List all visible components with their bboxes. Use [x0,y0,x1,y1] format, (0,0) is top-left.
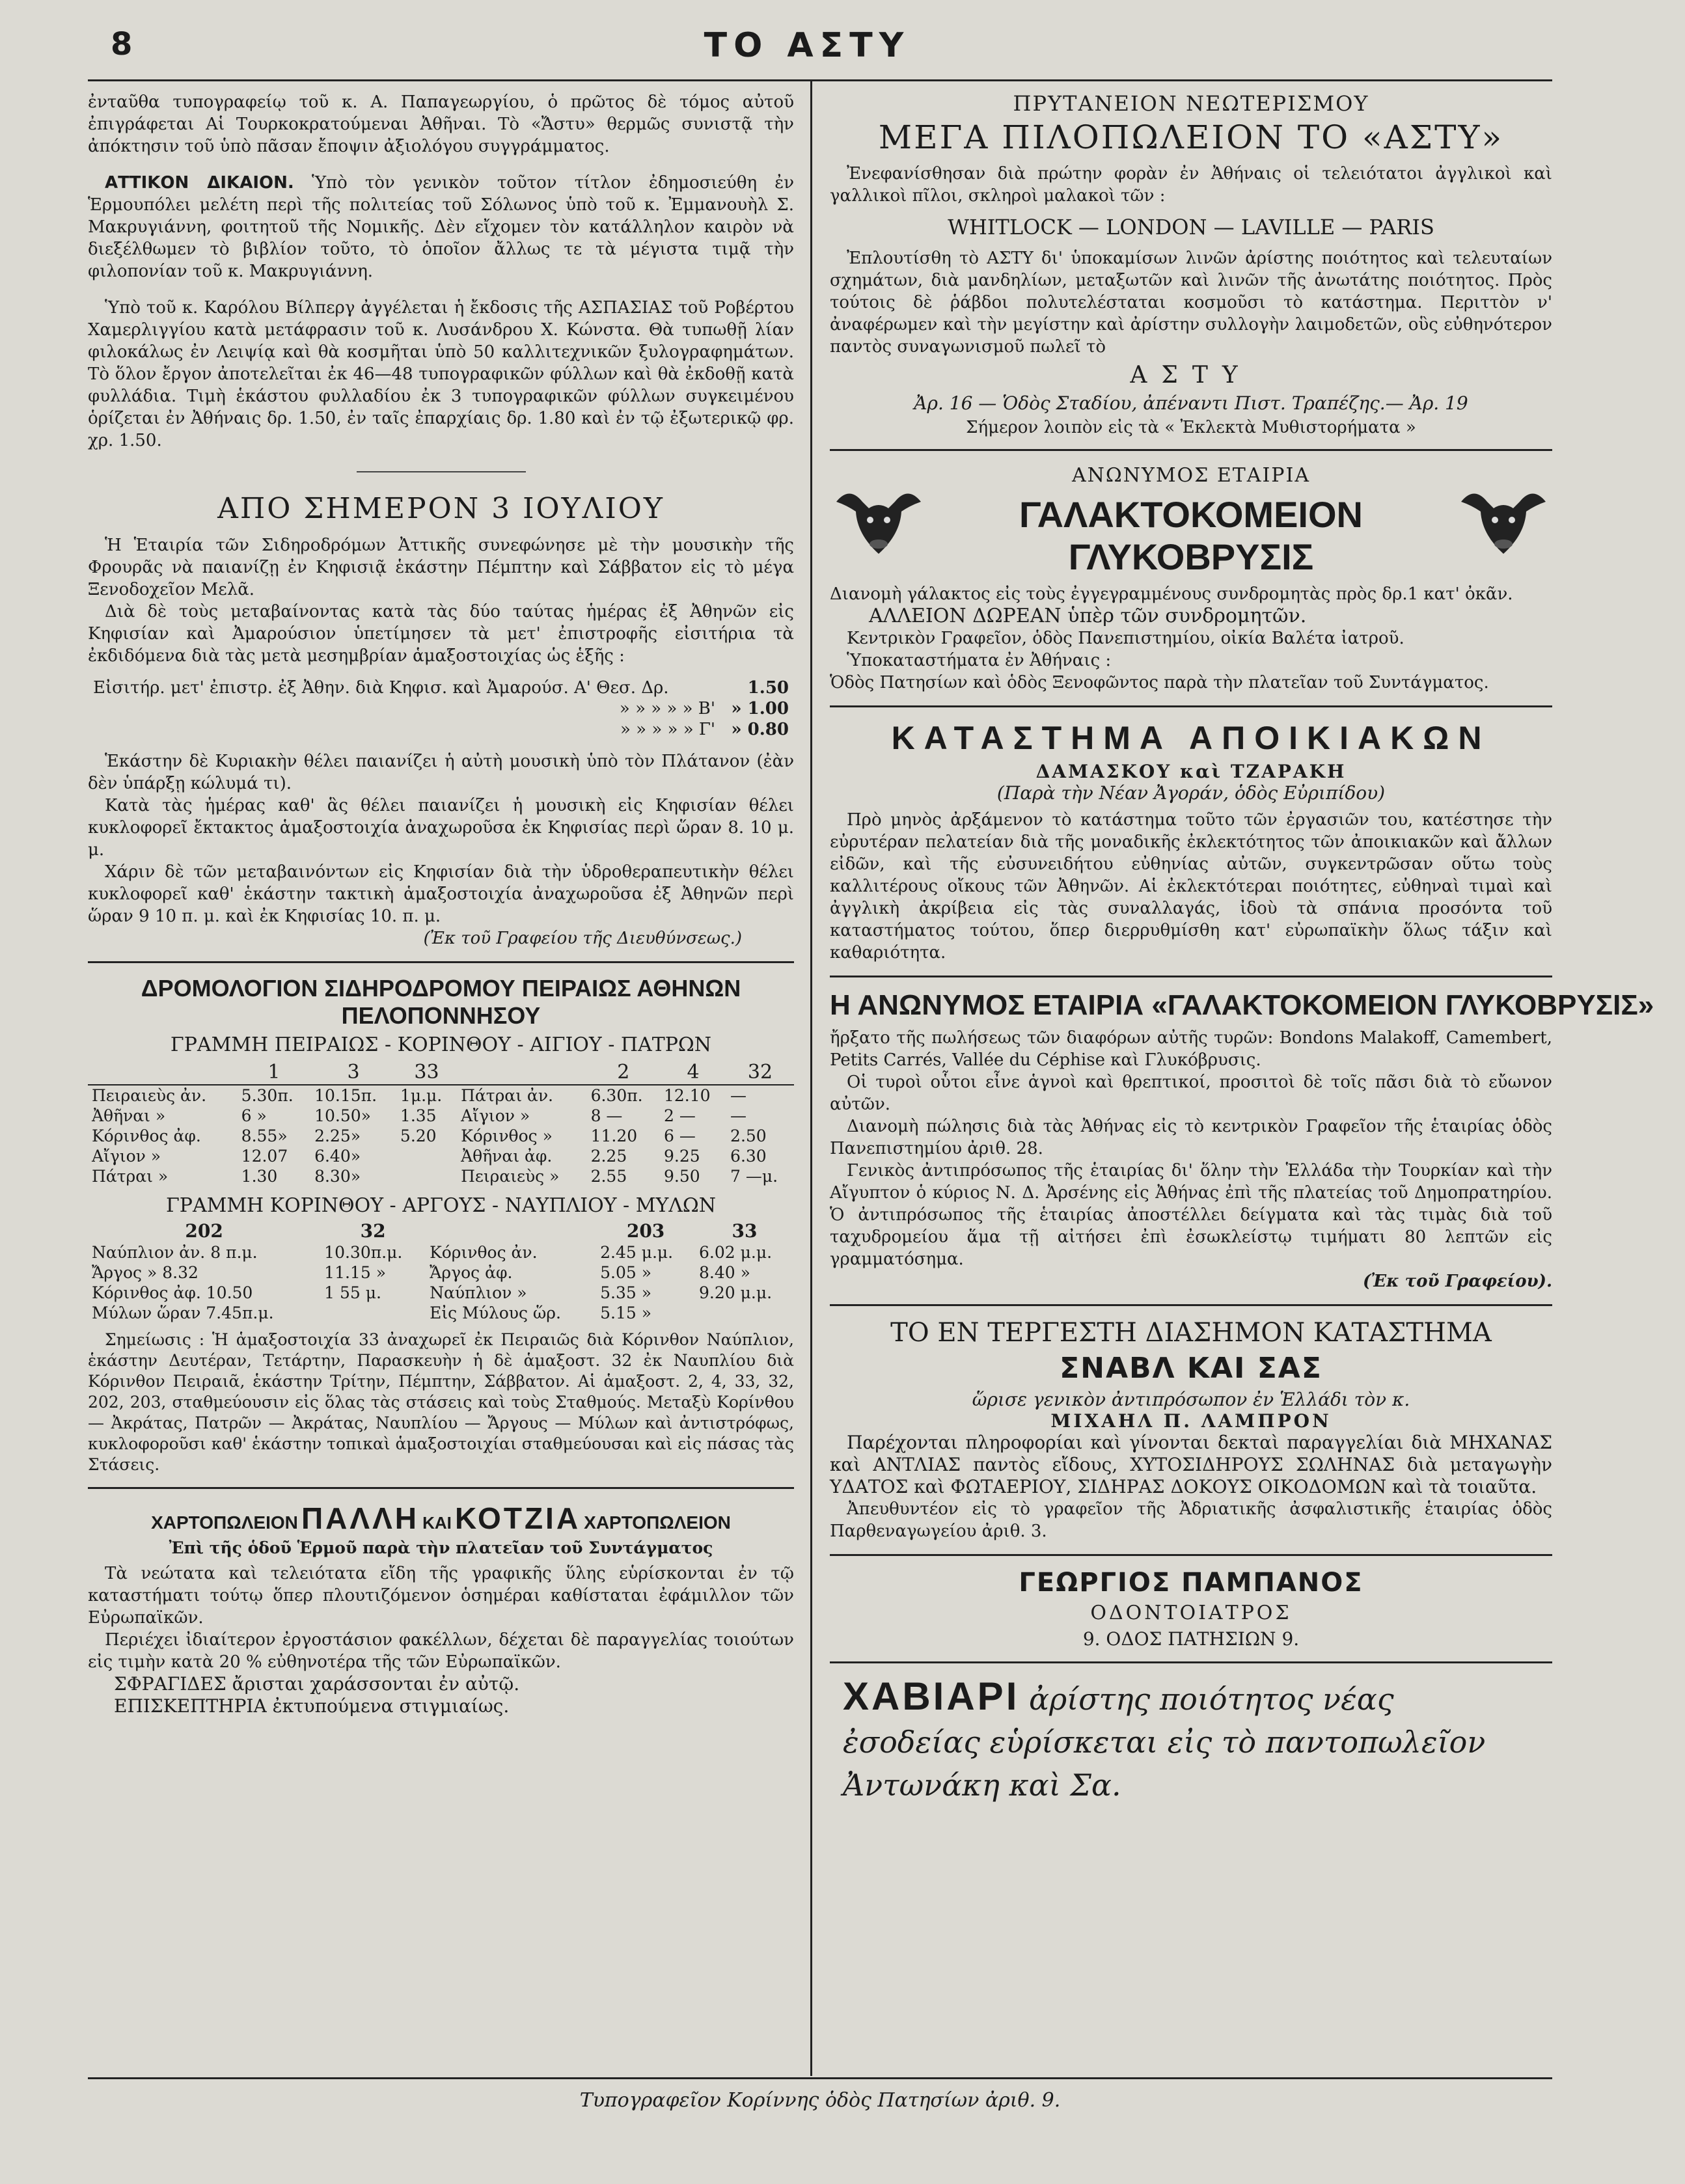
line-2-heading: ΓΡΑΜΜΗ ΚΟΡΙΝΘΟΥ - ΑΡΓΟΥΣ - ΝΑΥΠΛΙΟΥ - ΜΥΛΩΝ [165,1194,717,1217]
anonymos-heading: Η ΑΝΩΝΥΜΟΣ ΕΤΑΙΡΙΑ «ΓΑΛΑΚΤΟΚΟΜΕΙΟΝ ΓΛΥΚΟΒΡΥΣΙΣ» [830,989,1654,1021]
attikon-article [88,172,794,282]
dromologion-heading: ΔΡΟΜΟΛΟΓΙΟΝ ΣΙΔΗΡΟΔΡΟΜΟΥ ΠΕΙΡΑΙΩΣ ΑΘΗΝΩΝ ΠΕΛΟΠΟΝΝΗΣΟΥ [141,975,741,1029]
chartopoleion-paragraph-1: Τὰ νεώτατα καὶ τελειότατα εἴδη τῆς γραφικῆς ὕλης εὑρίσκονται ἐν τῷ καταστήματι τούτῳ ὅπερ πλουτιζόμενον ὁσημέραι καθίσταται ἐφάμιλλον τῶν Εὐρωπαϊκῶν. [88,1564,794,1628]
hat-brands: WHITLOCK — LONDON — LAVILLE — PARIS [948,215,1434,239]
divider [830,1661,1552,1663]
fare-row [88,719,794,740]
galakto-title [927,464,1455,578]
chartopoleion-paragraph-4: ΕΠΙΣΚΕΠΤΗΡΙΑ ἐκτυπούμενα στιγμιαίως. [114,1695,510,1717]
pilopoleion-heading: ΜΕΓΑ ΠΙΛΟΠΩΛΕΙΟΝ ΤΟ «ΑΣΤΥ» [878,118,1504,156]
prytaneion-address: Ἀρ. 16 — Ὁδὸς Σταδίου, ἀπέναντι Πιστ. Τραπέζης.— Ἀρ. 19 [914,392,1468,414]
line-1-heading: ΓΡΑΜΜΗ ΠΕΙΡΑΙΩΣ - ΚΟΡΙΝΘΟΥ - ΑΙΓΙΟΥ - ΠΑΤΡΩΝ [170,1033,712,1056]
divider [357,471,526,472]
aspasia-notice: Ὑπὸ τοῦ κ. Καρόλου Βίλπεργ ἀγγέλεται ἡ ἔκδοσις τῆς ΑΣΠΑΣΙΑΣ τοῦ Ροβέρτου Χαμερλιγγίου κατὰ μετάφρασιν τοῦ κ. Λυσάνδρου Χ. Κώνστα. Θὰ τυπωθῇ λίαν φιλοκάλως ἐν Λειψίᾳ καὶ θὰ κοσμῆται ὑπὸ 50 καλλιτεχνικῶν ξυλογραφημάτων. Τὸ ὅλον ἔργον ἀποτελεῖται ἐκ 46—48 τυπογραφικῶν φύλλων καὶ θὰ ἐκδοθῇ κατὰ φυλλάδια. Τιμὴ ἑκάστου φυλλαδίου ἐκ 3 τυπογραφικῶν φύλλων συγκειμένου ὁρίζεται ἐν Ἀθήναις δρ. 1.50, ἐν ταῖς ἐπαρχίαις δρ. 1.80 καὶ ἐν τῷ ἐξωτερικῷ φρ. χρ. 1.50. [88,298,794,450]
galakto-paragraph-5: Ὁδὸς Πατησίων καὶ ὁδὸς Ξενοφῶντος παρὰ τὴν πλατεῖαν τοῦ Συντάγματος. [830,673,1489,692]
asty-signature: ΑΣΤΥ [1130,362,1252,389]
attikon-text: Ὑπὸ τὸν γενικὸν τοῦτον τίτλον ἐδημοσιεύθη ἐν Ἑρμουπόλει μελέτη περὶ τῆς πολιτείας τοῦ Σόλωνος ὑπὸ τοῦ κ. Ἐμμανουὴλ Σ. Μακρυγιάννη, φοιτητοῦ τῆς Νομικῆς. Δὲν εἴχομεν τὸν κατάλληλον καιρὸν νὰ διεξέλθωμεν τὸ βιβλίον τοῦτο, τὸ ὁποῖον ἄλλως τε τὰ μέγιστα τιμᾷ τὴν φιλοπονίαν τοῦ κ. Μακρυγιάννη. [88,173,795,281]
galakto-paragraph-4: Ὑποκαταστήματα ἐν Ἀθήναις : [847,651,1112,670]
footer-rule [88,2077,1552,2079]
timetable-1 [88,1060,794,1186]
apo-heading: ΑΠΟ ΣΗΜΕΡΟΝ 3 ΙΟΥΛΙΟΥ [217,492,664,525]
prytaneion-paragraph-2: Ἐπλουτίσθη τὸ ΑΣΤΥ δι' ὑποκαμίσων λινῶν ἀρίστης ποιότητος καὶ τελευταίων σχημάτων, διὰ μανδηλίων, μεταξωτῶν καὶ λινῶν τῆς ἀνωτάτης ποιότητος. Πρὸς τούτοις δὲ ῥάβδοι πολυτελέσταται κοσμοῦσι τὸ κατάστημα. Περιττὸν ν' ἀναφέρωμεν καὶ τὴν μεγίστην καὶ ἀρίστην συλλογὴν λαιμοδετῶν, οὓς εὐθηνότερον παντὸς συναγωνισμοῦ πωλεῖ τὸ [830,249,1552,357]
galakto-paragraph-2: ΑΛΛΕΙΟΝ ΔΩΡΕΑΝ ὑπὲρ τῶν συνδρομητῶν. [869,605,1307,627]
fare-row [88,698,794,719]
pampanos-title: ΟΔΟΝΤΟΙΑΤΡΟΣ [1090,1602,1292,1624]
apo-paragraph-2: Διὰ δὲ τοὺς μεταβαίνοντας κατὰ τὰς δύο ταύτας ἡμέρας ἐξ Ἀθηνῶν εἰς Κηφισίαν καὶ Ἀμαρούσιον ὑπετίμησεν τὰ μετ' ἐπιστροφῆς εἰσιτήρια τὰ ἐκδιδόμενα διὰ τὰς μετὰ μεσημβρίαν ἁμαξοστοιχίας ὡς ἑξῆς : [88,602,794,666]
chartopoleion-address: Ἐπὶ τῆς ὁδοῦ Ἑρμοῦ παρὰ τὴν πλατεῖαν τοῦ Συντάγματος [169,1538,713,1557]
table-row: Αἴγιον » 12.07 6.40» Ἀθῆναι ἀφ. 2.25 9.25 6.30 [92,1147,767,1166]
anonymos-paragraph-4: Γενικὸς ἀντιπρόσωπος τῆς ἑταιρίας δι' ὅλην τὴν Ἑλλάδα τὴν Τουρκίαν καὶ τὴν Αἴγυπτον ὁ κύριος Ν. Δ. Ἀρσένης εἰς Ἀθήνας ἐπὶ τῆς πλατείας τοῦ Δημοπρατηρίου. Ὁ ἀντιπρόσωπος τῆς ἑταιρίας ἀποστέλλει δείγματα καὶ τὰς τιμὰς διὰ τοῦ ταχυδρομείου ἅμα τῇ αἰτήσει ἐπὶ ἐσωκλείστῳ τιμήματι 80 λεπτῶν εἰς γραμματόσημα. [830,1161,1552,1269]
apo-signature: (Ἐκ τοῦ Γραφείου τῆς Διευθύνσεως.) [423,929,742,948]
divider [830,1304,1552,1306]
chartopoleion-paragraph-3: ΣΦΡΑΓΙΔΕΣ ἄρισται χαράσσονται ἐν αὐτῷ. [114,1673,520,1695]
fare-label: » » » » » Γ' [620,720,716,739]
column-divider [810,81,812,2076]
apoikiakon-owners: ΔΑΜΑΣΚΟΥ καὶ ΤΖΑΡΑΚΗ [1035,761,1347,782]
table-row: Πειραιεὺς ἀν. 5.30π. 10.15π. 1μ.μ. Πάτραι ἀν. 6.30π. 12.10 — [92,1086,747,1105]
header-rule [88,79,1552,81]
fare-value: 1.50 [747,678,789,698]
bull-head-icon [830,482,927,560]
left-column [88,91,794,2076]
chartopoleion-heading: ΧΑΡΤΟΠΩΛΕΙΟΝ ΠΑΛΛΗ ΚΑΙ ΚΟΤΖΙΑ ΧΑΡΤΟΠΩΛΕΙΟΝ [151,1501,731,1535]
pampanos-address: 9. ΟΔΟΣ ΠΑΤΗΣΙΩΝ 9. [1082,1628,1300,1650]
pampanos-name: ΓΕΩΡΓΙΟΣ ΠΑΜΠΑΝΟΣ [1019,1568,1363,1598]
timetable-note: Σημείωσις : Ἡ ἁμαξοστοιχία 33 ἀναχωρεῖ ἐκ Πειραιῶς διὰ Κόρινθον Ναύπλιον, ἑκάστην Δευτέραν, Τετάρτην, Παρασκευὴν ἡ δὲ ἁμαξοστ. 32 ἐκ Ναυπλίου διὰ Κόρινθον Πειραιᾶ, ἑκάστην Τρίτην, Πέμπτην, Σάββατον. Αἱ ἁμαξοστ. 2, 4, 33, 32, 202, 203, σταθμεύουσιν εἰς ὅλας τὰς στάσεις καὶ τοὺς Σταθμούς. Μεταξὺ Κορίνθου — Ἀκράτας, Πατρῶν — Ἀκράτας, Ναυπλίου — Ἄργους — Μύλων καὶ ἀντιστρόφως, κυκλοφοροῦσι καθ' ἑκάστην τοπικαὶ ἁμαξοστοιχίαι σταθμεύουσαι καὶ εἰς πάσας τὰς Στάσεις. [88,1330,794,1474]
galakto-paragraph-1: Διανομὴ γάλακτος εἰς τοὺς ἐγγεγραμμένους συνδρομητὰς πρὸς δρ.1 κατ' ὀκᾶν. [830,584,1513,604]
divider [830,976,1552,977]
fare-label: Εἰσιτήρ. μετ' ἐπιστρ. ἐξ Ἀθην. διὰ Κηφισ. καὶ Ἀμαρούσ. Α' Θεσ. Δρ. [93,678,669,698]
newspaper-title: ΤΟ ΑΣΤΥ [704,26,911,65]
fare-table [88,677,794,740]
tergesti-heading: ΤΟ ΕΝ ΤΕΡΓΕΣΤΗ ΔΙΑΣΗΜΟΝ ΚΑΤΑΣΤΗΜΑ [890,1318,1492,1348]
divider [830,449,1552,451]
bull-head-icon [1455,482,1552,560]
fare-value: » 1.00 [731,699,789,718]
apoikiakon-paragraph: Πρὸ μηνὸς ἀρξάμενον τὸ κατάστημα τοῦτο τῶν ἐργασιῶν του, κατέστησε τὴν εὐρυτέραν πελατείαν διὰ τῆς μοναδικῆς ἐκλεκτότητος τῶν ἀποικιακῶν καὶ ἄλλων εἰδῶν, καὶ τῆς εὐσυνειδήτου εὐθηνίας αὐτῶν, συγκεντρῶσαν οὕτω τοὺς καλλιτέρους οἴκους τῶν Ἀθηνῶν. Αἱ ἐκλεκτότεραι ποιότητες, εὐθηναὶ τιμαὶ καὶ ἀγγλικὴ ἀκρίβεια εἰς τὰς συναλλαγάς, ἰδοὺ τὰ σπάνια προσόντα τοῦ καταστήματος τούτου, ὅπερ διερρυθμίσθη κατ' εὐρωπαϊκὴν ὅλως τάξιν καὶ καθαριότητα. [830,810,1552,962]
apoikiakon-location: (Παρὰ τὴν Νέαν Ἀγοράν, ὁδὸς Εὐριπίδου) [996,782,1386,804]
apo-paragraph-1: Ἡ Ἑταιρία τῶν Σιδηροδρόμων Ἀττικῆς συνεφώνησε μὲ τὴν μουσικὴν τῆς Φρουρᾶς νὰ παιανίζῃ ἐν Κηφισιᾷ ἑκάστην Πέμπτην καὶ Σάββατον εἰς τὸ μέγα Ξενοδοχεῖον Μελᾶ. [88,536,794,599]
galakto-big-heading: ΓΑΛΑΚΤΟΚΟΜΕΙΟΝ ΓΛΥΚΟΒΡΥΣΙΣ [1019,494,1363,577]
tergesti-representative: ΜΙΧΑΗΛ Π. ΛΑΜΠΡΟΝ [1050,1410,1332,1432]
caviar-word: ΧΑΒΙΑΡΙ [843,1674,1020,1718]
tergesti-paragraph-2: Παρέχονται πληροφορίαι καὶ γίνονται δεκταὶ παραγγελίαι διὰ ΜΗΧΑΝΑΣ καὶ ΑΝΤΛΙΑΣ παντὸς εἴδους, ΧΥΤΟΣΙΔΗΡΟΥΣ ΣΩΛΗΝΑΣ διὰ μεταγωγὴν ΥΔΑΤΟΣ καὶ ΦΩΤΑΕΡΙΟΥ, ΣΙΔΗΡΑΣ ΔΟΚΟΥΣ ΟΙΚΟΔΟΜΩΝ καὶ τὰ τοιαῦτα. [830,1432,1552,1497]
attikon-heading: ΑΤΤΙΚΟΝ ΔΙΚΑΙΟΝ. [105,173,294,193]
caviar-advert [830,1675,1552,1807]
anonymos-paragraph-1: ἤρξατο τῆς πωλήσεως τῶν διαφόρων αὐτῆς τυρῶν: Bondons Malakoff, Camembert, Petits Carrés, Vallée du Céphise καὶ Γλυκόβρυσις. [830,1028,1552,1070]
printer-imprint: Τυπογραφεῖον Κορίννης ὁδὸς Πατησίων ἀριθ. 9. [579,2089,1061,2112]
table-row: Ἀθῆναι » 6 » 10.50» 1.35 Αἴγιον » 8 — 2 — — [92,1106,747,1125]
galakto-small-heading: ΑΝΩΝΥΜΟΣ ΕΤΑΙΡΙΑ [1071,464,1311,487]
timetable-2 [88,1220,794,1323]
anonymos-signature: (Ἐκ τοῦ Γραφείου). [1362,1272,1552,1291]
divider [88,961,794,963]
apo-paragraph-5: Χάριν δὲ τῶν μεταβαινόντων εἰς Κηφισίαν διὰ τὴν ὑδροθεραπευτικὴν θέλει κυκλοφορεῖ καθ' ἑκάστην τακτικὴ ἁμαξοστοιχία ἀναχωροῦσα ἐξ Ἀθηνῶν περὶ ὥραν 9 10 π. μ. καὶ ἐκ Κηφισίας 10. π. μ. [88,862,794,926]
table-row: Μύλων ὥραν 7.45π.μ. Εἰς Μύλους ὥρ. 5.15 » [92,1304,652,1322]
caviar-text: ἀρίστης ποιότητος νέας ἐσοδείας εὑρίσκεται εἰς τὸ παντοπωλεῖον Ἀντωνάκη καὶ Σα. [843,1682,1486,1803]
galakto-paragraph-3: Κεντρικὸν Γραφεῖον, ὁδὸς Πανεπιστημίου, οἰκία Βαλέτα ἰατροῦ. [847,629,1404,648]
table-row: Ναύπλιον ἀν. 8 π.μ. 10.30π.μ. Κόρινθος ἀν. 2.45 μ.μ. 6.02 μ.μ. [92,1243,773,1262]
galakto-heading-row [830,464,1552,578]
intro-paragraph: ἐνταῦθα τυπογραφείῳ τοῦ κ. Α. Παπαγεωργίου, ὁ πρῶτος δὲ τόμος αὐτοῦ ἐπιγράφεται Αἱ Τουρκοκρατούμεναι Ἀθῆναι. Τὸ «Ἄστυ» θερμῶς συνιστᾷ τὴν ἀπόκτησιν τοῦ ὑπὸ πᾶσαν ἔποψιν ἀξιολόγου συγγράμματος. [88,92,794,156]
fare-value: » 0.80 [731,720,789,739]
prytaneion-paragraph-1: Ἐνεφανίσθησαν διὰ πρώτην φορὰν ἐν Ἀθήναις οἱ τελειότατοι ἀγγλικοὶ καὶ γαλλικοὶ πῖλοι, σκληροὶ μαλακοὶ τῶν : [830,164,1552,206]
tergesti-paragraph-3: Ἀπευθυντέον εἰς τὸ γραφεῖον τῆς Ἀδριατικῆς ἀσφαλιστικῆς ἑταιρίας ὁδὸς Παρθεναγωγείου ἀριθ. 3. [830,1499,1552,1541]
apo-paragraph-4: Κατὰ τὰς ἡμέρας καθ' ἃς θέλει παιανίζει ἡ μουσικὴ εἰς Κηφισίαν θέλει κυκλοφορεῖ ἔκτακτος ἁμαξοστοιχία ἀναχωροῦσα ἐκ Κηφισίας περὶ ὥραν 8. 10 μ. μ. [88,796,794,860]
tergesti-name: ΣΝΑΒΛ ΚΑΙ ΣΑΣ [1060,1352,1322,1385]
anonymos-paragraph-2: Οἱ τυροὶ οὗτοι εἶνε ἁγνοὶ καὶ θρεπτικοί, προσιτοὶ δὲ τοῖς πᾶσι διὰ τὸ εὔωνον αὐτῶν. [830,1072,1552,1114]
divider [88,1487,794,1489]
page-number: 8 [111,26,133,62]
fare-label: » » » » » Β' [619,699,716,718]
table-row: Ἄργος » 8.32 11.15 » Ἄργος ἀφ. 5.05 » 8.40 » [92,1263,750,1282]
fare-row [88,677,794,698]
chartopoleion-paragraph-2: Περιέχει ἰδιαίτερον ἐργοστάσιον φακέλλων, δέχεται δὲ παραγγελίας τοιούτων εἰς τιμὴν κατὰ 20 % εὐθηνοτέρα τῆς τῶν Εὐρωπαϊκῶν. [88,1630,794,1672]
table-row: Κόρινθος ἀφ. 8.55» 2.25» 5.20 Κόρινθος » 11.20 6 — 2.50 [92,1126,767,1145]
timetable-header: 202 32 203 33 [185,1220,758,1242]
page-header [98,26,1516,78]
divider [830,1554,1552,1556]
table-row: Κόρινθος ἀφ. 10.50 1 55 μ. Ναύπλιον » 5.35 » 9.20 μ.μ. [92,1283,773,1302]
anonymos-paragraph-3: Διανομὴ πώλησις διὰ τὰς Ἀθήνας εἰς τὸ κεντρικὸν Γραφεῖον τῆς ἑταιρίας ὁδὸς Πανεπιστημίου ἀριθ. 28. [830,1117,1552,1158]
divider [830,705,1552,707]
apoikiakon-heading: ΚΑΤΑΣΤΗΜΑ ΑΠΟΙΚΙΑΚΩΝ [891,720,1491,756]
right-column [830,91,1654,2076]
timetable-header: 1 3 33 2 4 32 [88,1060,794,1085]
prytaneion-paragraph-3: Σήμερον λοιπὸν εἰς τὰ « Ἐκλεκτὰ Μυθιστορήματα » [966,418,1416,437]
table-row: Πάτραι » 1.30 8.30» Πειραιεὺς » 2.55 9.50 7 —μ. [92,1167,778,1186]
apo-paragraph-3: Ἑκάστην δὲ Κυριακὴν θέλει παιανίζει ἡ αὐτὴ μουσικὴ ὑπὸ τὸν Πλάτανον (ἐὰν δὲν ὑπάρξῃ κώλυμά τι). [88,752,794,793]
tergesti-paragraph-1: ὥρισε γενικὸν ἀντιπρόσωπον ἐν Ἑλλάδι τὸν κ. [972,1389,1410,1410]
prytaneion-heading: ΠΡΥΤΑΝΕΙΟΝ ΝΕΩΤΕΡΙΣΜΟΥ [1013,91,1369,116]
